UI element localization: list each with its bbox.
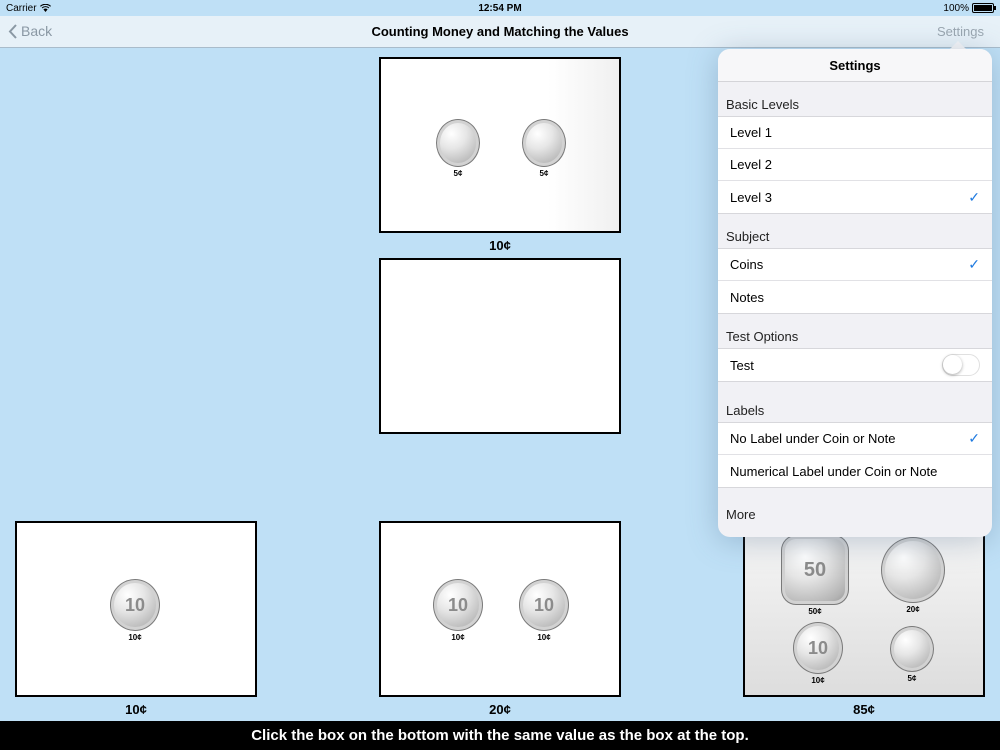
twenty-cent-coin-icon	[881, 537, 945, 603]
choice-card-3[interactable]	[743, 521, 985, 697]
checkmark-icon: ✓	[968, 256, 980, 272]
section-header-test-options: Test Options	[726, 329, 799, 344]
ten-cent-coin-icon	[519, 579, 569, 631]
answer-drop-box	[379, 258, 621, 434]
labels-list	[718, 422, 992, 488]
section-header-basic-levels: Basic Levels	[726, 97, 799, 112]
option-label: Numerical Label under Coin or Note	[730, 463, 938, 479]
instruction-text: Click the box on the bottom with the same value as the box at the top.	[0, 721, 1000, 750]
target-value-label: 10¢	[489, 238, 511, 253]
five-cent-coin-icon	[522, 119, 566, 167]
option-label: No Label under Coin or Note	[730, 431, 896, 446]
choice-value-label: 20¢	[489, 702, 511, 717]
coin	[519, 579, 569, 642]
choice-card-1[interactable]	[15, 521, 257, 697]
option-coins[interactable]	[718, 249, 992, 281]
coin-caption: 5¢	[453, 169, 463, 178]
coin	[881, 537, 945, 614]
option-label: Level 3	[730, 189, 772, 205]
coin-caption: 50¢	[808, 607, 822, 616]
settings-popover	[718, 49, 992, 537]
choice-value-label: 10¢	[125, 702, 147, 717]
coin-caption: 10¢	[811, 676, 825, 685]
settings-title: Settings	[718, 49, 992, 82]
target-card	[379, 57, 621, 233]
fifty-cent-coin-icon	[781, 535, 849, 605]
choice-value-label: 85¢	[853, 702, 875, 717]
coin-face-value: 50	[803, 558, 827, 581]
option-label: Level 1	[730, 125, 772, 140]
coin-face-value: 10	[124, 594, 146, 615]
coin-face-value: 10	[533, 594, 555, 615]
settings-button[interactable]: Settings	[937, 24, 984, 39]
test-toggle[interactable]	[942, 354, 980, 376]
subject-list	[718, 248, 992, 314]
coin	[110, 579, 160, 642]
choice-card-2[interactable]	[379, 521, 621, 697]
basic-levels-list	[718, 116, 992, 214]
carrier-label: Carrier	[6, 2, 37, 14]
test-options-list	[718, 348, 992, 382]
section-header-labels: Labels	[726, 403, 765, 418]
checkmark-icon: ✓	[968, 188, 980, 205]
coin-caption: 10¢	[128, 633, 142, 642]
option-level-3[interactable]	[718, 181, 992, 213]
battery-percent: 100%	[943, 2, 969, 14]
option-label: Coins	[730, 257, 764, 272]
five-cent-coin-icon	[436, 119, 480, 167]
ten-cent-coin-icon	[793, 622, 843, 674]
test-row	[718, 349, 992, 381]
coin	[436, 119, 480, 178]
coin-caption: 10¢	[451, 633, 465, 642]
status-bar	[0, 0, 1000, 16]
navigation-bar	[0, 16, 1000, 48]
option-numerical-label[interactable]	[718, 455, 992, 487]
toggle-knob	[943, 355, 962, 374]
coin	[433, 579, 483, 642]
coin	[522, 119, 566, 178]
checkmark-icon: ✓	[968, 430, 980, 446]
section-header-subject: Subject	[726, 229, 770, 244]
ten-cent-coin-icon	[433, 579, 483, 631]
option-label: Level 2	[730, 157, 772, 172]
option-no-label[interactable]	[718, 423, 992, 455]
coin	[890, 626, 934, 683]
coin-caption: 5¢	[907, 674, 917, 683]
option-notes[interactable]	[718, 281, 992, 313]
option-label: Test	[730, 357, 754, 373]
coin-caption: 20¢	[906, 605, 920, 614]
option-level-1[interactable]	[718, 117, 992, 149]
coin-face-value: 10	[447, 594, 469, 615]
coin	[793, 622, 843, 685]
coin-caption: 10¢	[537, 633, 551, 642]
coin-face-value: 10	[807, 637, 829, 658]
five-cent-coin-icon	[890, 626, 934, 672]
clock: 12:54 PM	[478, 2, 522, 14]
section-header-more: More	[726, 507, 756, 522]
page-title: Counting Money and Matching the Values	[371, 24, 629, 39]
ten-cent-coin-icon	[110, 579, 160, 631]
back-label: Back	[21, 23, 53, 39]
battery-icon	[972, 3, 994, 13]
option-level-2[interactable]	[718, 149, 992, 181]
option-label: Notes	[730, 289, 764, 305]
coin	[781, 535, 849, 616]
battery-indicator	[943, 3, 994, 14]
coin-caption: 5¢	[539, 169, 549, 178]
